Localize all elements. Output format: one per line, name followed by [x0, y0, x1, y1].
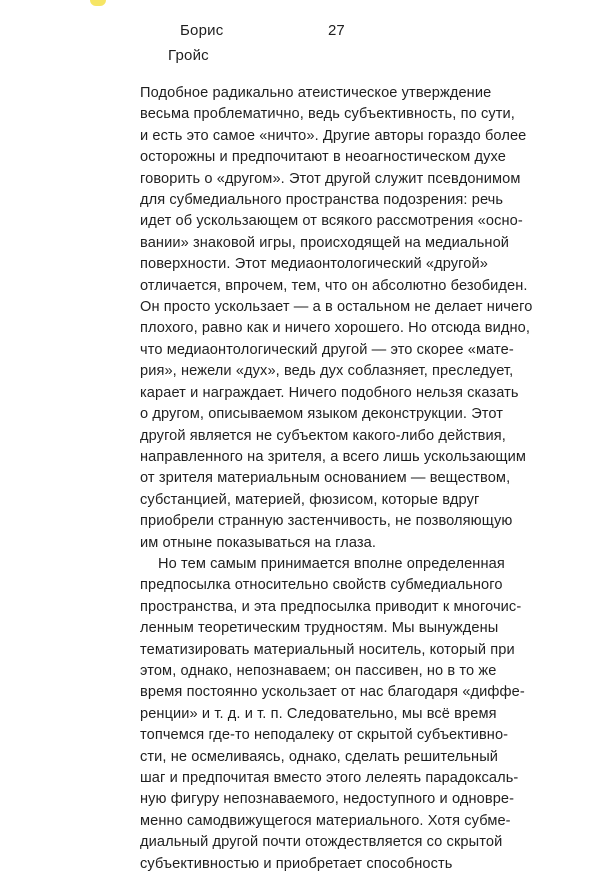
text-line: идет об ускользающем от всякого рассмотрения «осно-	[140, 213, 523, 230]
text-line: сти, не осмеливаясь, однако, сделать решительный	[140, 748, 499, 765]
page-corner-mark	[90, 0, 106, 6]
text-line: предпосылка относительно свойств субмедиального	[140, 577, 503, 594]
page-number: 27	[328, 22, 345, 39]
text-line: ную фигуру непознаваемого, недоступного и одновре-	[140, 791, 515, 808]
text-line: направленного на зрителя, а всего лишь ускользающим	[140, 448, 526, 465]
text-line: отличается, впрочем, тем, что он абсолютно безобиден.	[140, 277, 528, 294]
text-line: что медиаонтологический другой — это скорее «мате-	[140, 341, 514, 358]
text-line: карает и награждает. Ничего подобного нельзя сказать	[140, 384, 519, 401]
text-line: вании» знаковой игры, происходящей на медиальной	[140, 234, 510, 251]
text-line: им отныне показываться на глаза.	[140, 534, 377, 551]
text-line: Он просто ускользает — а в остальном не делает ничего	[140, 299, 533, 316]
text-line: субстанцией, материей, фюзисом, которые вдруг	[140, 491, 480, 508]
text-line: осторожны и предпочитают в неоагностическом духе	[140, 149, 506, 166]
text-line: менно самодвижущегося материального. Хотя субме-	[140, 812, 511, 829]
text-line: говорить о «другом». Этот другой служит псевдонимом	[140, 170, 521, 187]
text-line: и есть это самое «ничто». Другие авторы гораздо более	[140, 127, 527, 144]
text-line: Но тем самым принимается вполне определенная	[158, 555, 505, 572]
author-last-name: Гройс	[168, 47, 209, 64]
author-first-name: Борис	[180, 22, 224, 39]
text-line: время постоянно ускользает от нас благодаря «диффе-	[140, 684, 525, 701]
text-line: приобрели странную застенчивость, не позволяющую	[140, 513, 513, 530]
text-line: субъективностью и приобретает способность	[140, 855, 453, 872]
text-line: пространства, и эта предпосылка приводит к многочис-	[140, 598, 522, 615]
paragraph	[140, 554, 570, 875]
text-line: от зрителя материальным основанием — веществом,	[140, 470, 511, 487]
text-line: шаг и предпочитая вместо этого лелеять парадоксаль-	[140, 770, 519, 786]
running-head-author	[168, 18, 278, 68]
text-line: топчемся где-то неподалеку от скрытой субъективно-	[140, 727, 509, 744]
text-line: ренции» и т. д. и т. п. Следовательно, мы всё время	[140, 705, 497, 722]
body-text	[140, 83, 570, 875]
text-line: о другом, описываемом языком деконструкции. Этот	[140, 406, 504, 423]
text-line: тематизировать материальный носитель, который при	[140, 641, 515, 658]
text-line: другой является не субъектом какого-либо действия,	[140, 427, 506, 444]
text-line: этом, однако, непознаваем; он пассивен, но в то же	[140, 662, 497, 679]
text-line: Подобное радикально атеистическое утверждение	[140, 85, 492, 101]
text-line: диальный другой почти отождествляется со скрытой	[140, 834, 503, 851]
text-line: для субмедиального пространства подозрения: речь	[140, 192, 504, 209]
text-line: весьма проблематично, ведь субъективность, по сути,	[140, 106, 515, 123]
text-line: ленным теоретическим трудностям. Мы вынуждены	[140, 620, 499, 637]
text-line: рия», нежели «дух», ведь дух соблазняет, преследует,	[140, 363, 514, 380]
paragraph	[140, 83, 570, 554]
text-line: поверхности. Этот медиаонтологический «другой»	[140, 256, 488, 273]
text-line: плохого, равно как и ничего хорошего. Но отсюда видно,	[140, 320, 531, 337]
